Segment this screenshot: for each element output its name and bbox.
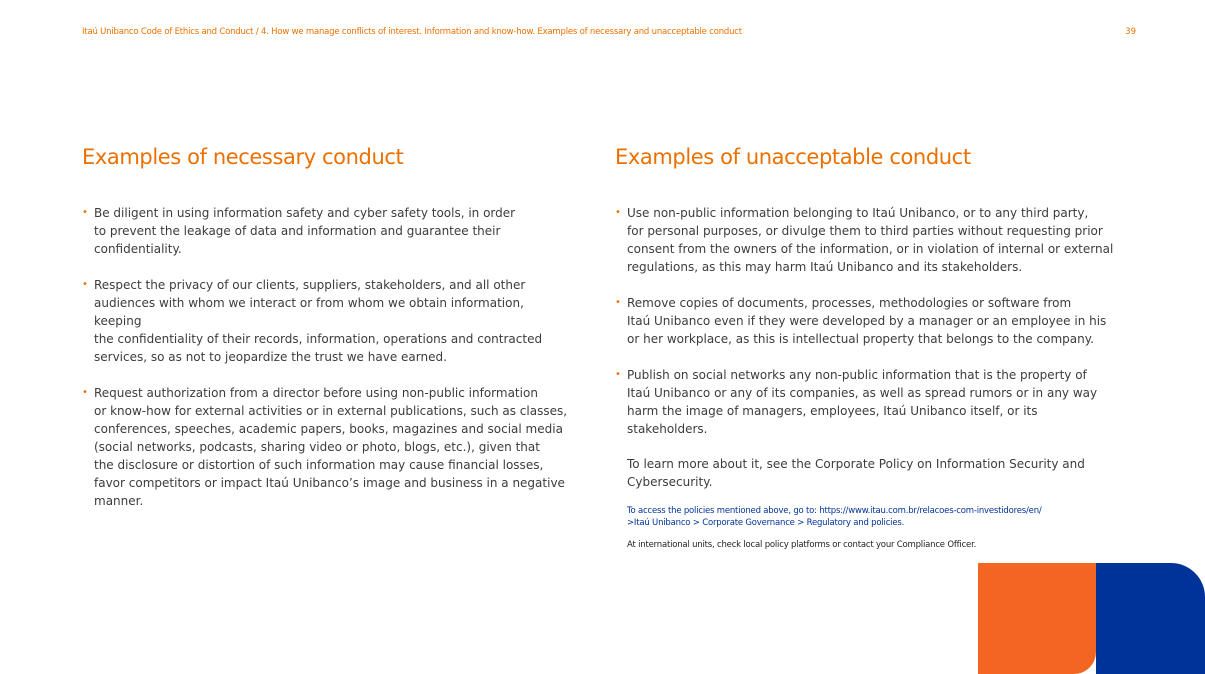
page-number: 39 xyxy=(1125,27,1136,37)
list-item-text: Request authorization from a director before using non-public information or know-how for external activities or in external publications, such as classes, conferences, speeches, academic papers, books, magazines and social media (social networks, podcasts, sharing video or photo, blogs, etc.), given that the disclosure or distortion of such information may cause financial losses, favor competitors or impact Itaú Unibanco’s image and business in a negative manner. xyxy=(94,386,568,508)
list-item-text: Remove copies of documents, processes, methodologies or software from Itaú Unibanco even if they were developed by a manager or an employee in his or her workplace, as this is intellectual property that belongs to the company. xyxy=(627,296,1107,346)
international-note: At international units, check local policy platforms or contact your Compliance Officer. xyxy=(627,540,977,550)
list-item xyxy=(615,294,1115,348)
list-item xyxy=(615,366,1115,438)
learn-more-text: To learn more about it, see the Corporate Policy on Information Security and Cybersecurity. xyxy=(627,457,1085,489)
unacceptable-conduct-title: Examples of unacceptable conduct xyxy=(615,145,971,169)
list-item xyxy=(82,384,572,510)
policies-link[interactable]: To access the policies mentioned above, go to: https://www.itau.com.br/relacoes-com-investidores/en/ >Itaú Unibanco > Corporate Governance > Regulatory and policies. xyxy=(627,506,1042,528)
list-item-text: Be diligent in using information safety and cyber safety tools, in order to prevent the leakage of data and information and guarantee their confidentiality. xyxy=(94,206,516,256)
necessary-conduct-list xyxy=(82,204,572,510)
bullet-icon: • xyxy=(82,387,88,398)
list-item xyxy=(82,276,572,366)
bullet-icon: • xyxy=(82,207,88,218)
unacceptable-conduct-column xyxy=(615,143,1115,551)
list-item xyxy=(615,204,1115,276)
orange-block xyxy=(978,563,1096,674)
bullet-icon: • xyxy=(615,297,621,308)
necessary-conduct-column xyxy=(82,143,572,528)
decorative-shapes xyxy=(978,563,1205,674)
unacceptable-conduct-list xyxy=(615,204,1115,438)
list-item-text: Publish on social networks any non-public information that is the property of Itaú Unibanco or any of its companies, as well as spread rumors or in any way harm the image of managers, employees, Itaú Unibanco itself, or its stakeholders. xyxy=(627,368,1098,436)
list-item xyxy=(82,204,572,258)
breadcrumb: Itaú Unibanco Code of Ethics and Conduct / 4. How we manage conflicts of interest. Information and know-how. Examples of necessary and unacceptable conduct xyxy=(82,27,742,37)
list-item-text: Use non-public information belonging to Itaú Unibanco, or to any third party, for personal purposes, or divulge them to third parties without requesting prior consent from the owners of the information, or in violation of internal or external regulations, as this may harm Itaú Unibanco and its stakeholders. xyxy=(627,206,1114,274)
blue-block xyxy=(1096,563,1205,674)
bullet-icon: • xyxy=(615,207,621,218)
necessary-conduct-title: Examples of necessary conduct xyxy=(82,145,404,169)
bullet-icon: • xyxy=(615,369,621,380)
bullet-icon: • xyxy=(82,279,88,290)
list-item-text: Respect the privacy of our clients, suppliers, stakeholders, and all other audiences with whom we interact or from whom we obtain information, keeping the confidentiality of their records, information, operations and contracted services, so as not to jeopardize the trust we have earned. xyxy=(94,278,543,364)
